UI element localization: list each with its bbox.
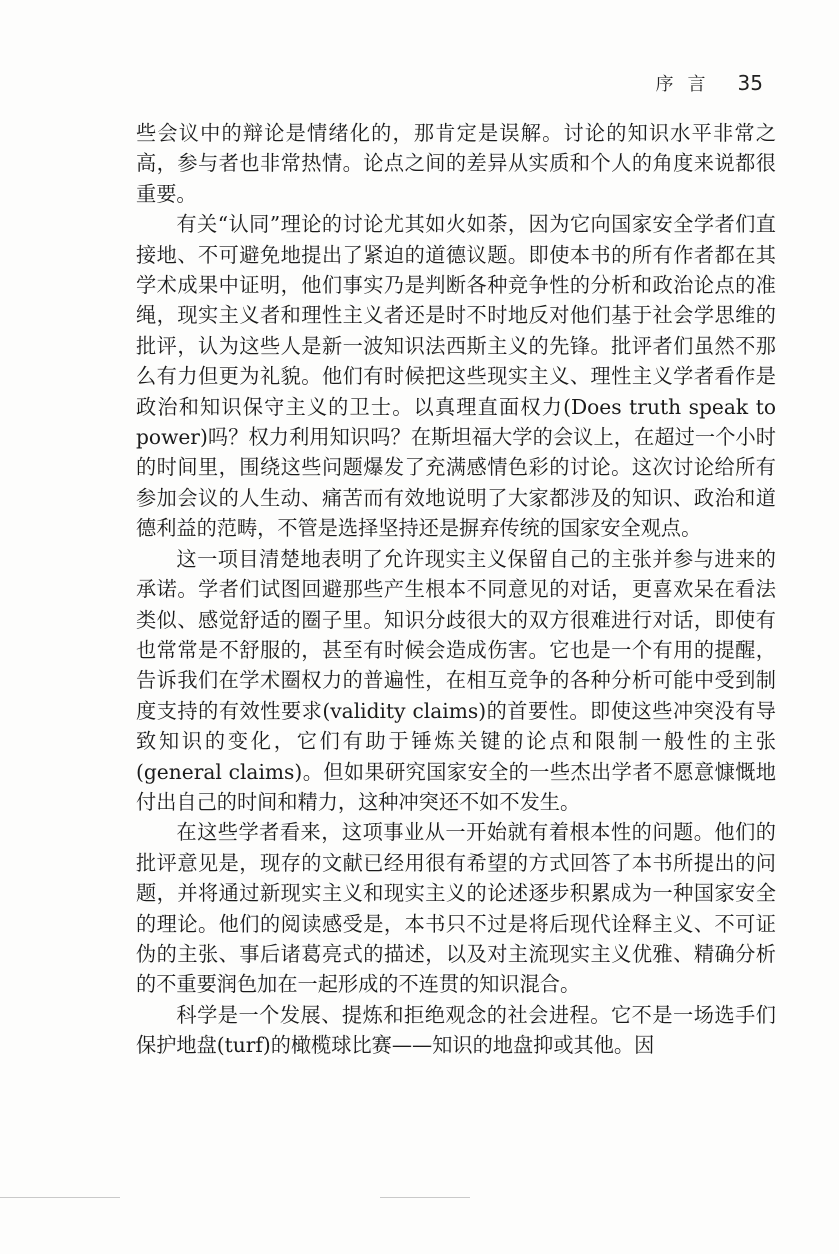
- body-text: [136, 118, 776, 1061]
- page-number: 35: [737, 71, 763, 95]
- running-header-title: 序言: [655, 74, 720, 95]
- paragraph: 这一项目清楚地表明了允许现实主义保留自己的主张并参与进来的承诺。学者们试图回避那些产生根本不同意见的对话，更喜欢呆在看法类似、感觉舒适的圈子里。知识分歧很大的双方很难进行对话，即使有也常常是不舒服的，甚至有时候会造成伤害。它也是一个有用的提醒，告诉我们在学术圈权力的普遍性，在相互竞争的各种分析可能中受到制度支持的有效性要求(validity claims)的首要性。即使这些冲突没有导致知识的变化，它们有助于锤炼关键的论点和限制一般性的主张(general claims)。但如果研究国家安全的一些杰出学者不愿意慷慨地付出自己的时间和精力，这种冲突还不如不发生。: [136, 546, 776, 814]
- paragraph: 科学是一个发展、提炼和拒绝观念的社会进程。它不是一场选手们保护地盘(turf)的橄榄球比赛——知识的地盘抑或其他。因: [136, 1002, 776, 1058]
- scan-artifact-line: [0, 1197, 120, 1198]
- paragraph-continued: 些会议中的辩论是情绪化的，那肯定是误解。讨论的知识水平非常之高，参与者也非常热情。论点之间的差异从实质和个人的角度来说都很重要。: [136, 121, 776, 206]
- paragraph: 有关“认同”理论的讨论尤其如火如荼，因为它向国家安全学者们直接地、不可避免地提出了紧迫的道德议题。即使本书的所有作者都在其学术成果中证明，他们事实乃是判断各种竞争性的分析和政治论点的准绳，现实主义者和理性主义者还是时不时地反对他们基于社会学思维的批评，认为这些人是新一波知识法西斯主义的先锋。批评者们虽然不那么有力但更为礼貌。他们有时候把这些现实主义、理性主义学者看作是政治和知识保守主义的卫士。以真理直面权力(Does truth speak to power)吗？权力利用知识吗？在斯坦福大学的会议上，在超过一个小时的时间里，围绕这些问题爆发了充满感情色彩的讨论。这次讨论给所有参加会议的人生动、痛苦而有效地说明了大家都涉及的知识、政治和道德利益的范畴，不管是选择坚持还是摒弃传统的国家安全观点。: [136, 212, 776, 541]
- running-header: [656, 70, 763, 96]
- paragraph: 在这些学者看来，这项事业从一开始就有着根本性的问题。他们的批评意见是，现存的文献已经用很有希望的方式回答了本书所提出的问题，并将通过新现实主义和现实主义的论述逐步积累成为一种国家安全的理论。他们的阅读感受是，本书只不过是将后现代诠释主义、不可证伪的主张、事后诸葛亮式的描述，以及对主流现实主义优雅、精确分析的不重要润色加在一起形成的不连贯的知识混合。: [136, 820, 776, 997]
- scan-artifact-line: [380, 1197, 470, 1198]
